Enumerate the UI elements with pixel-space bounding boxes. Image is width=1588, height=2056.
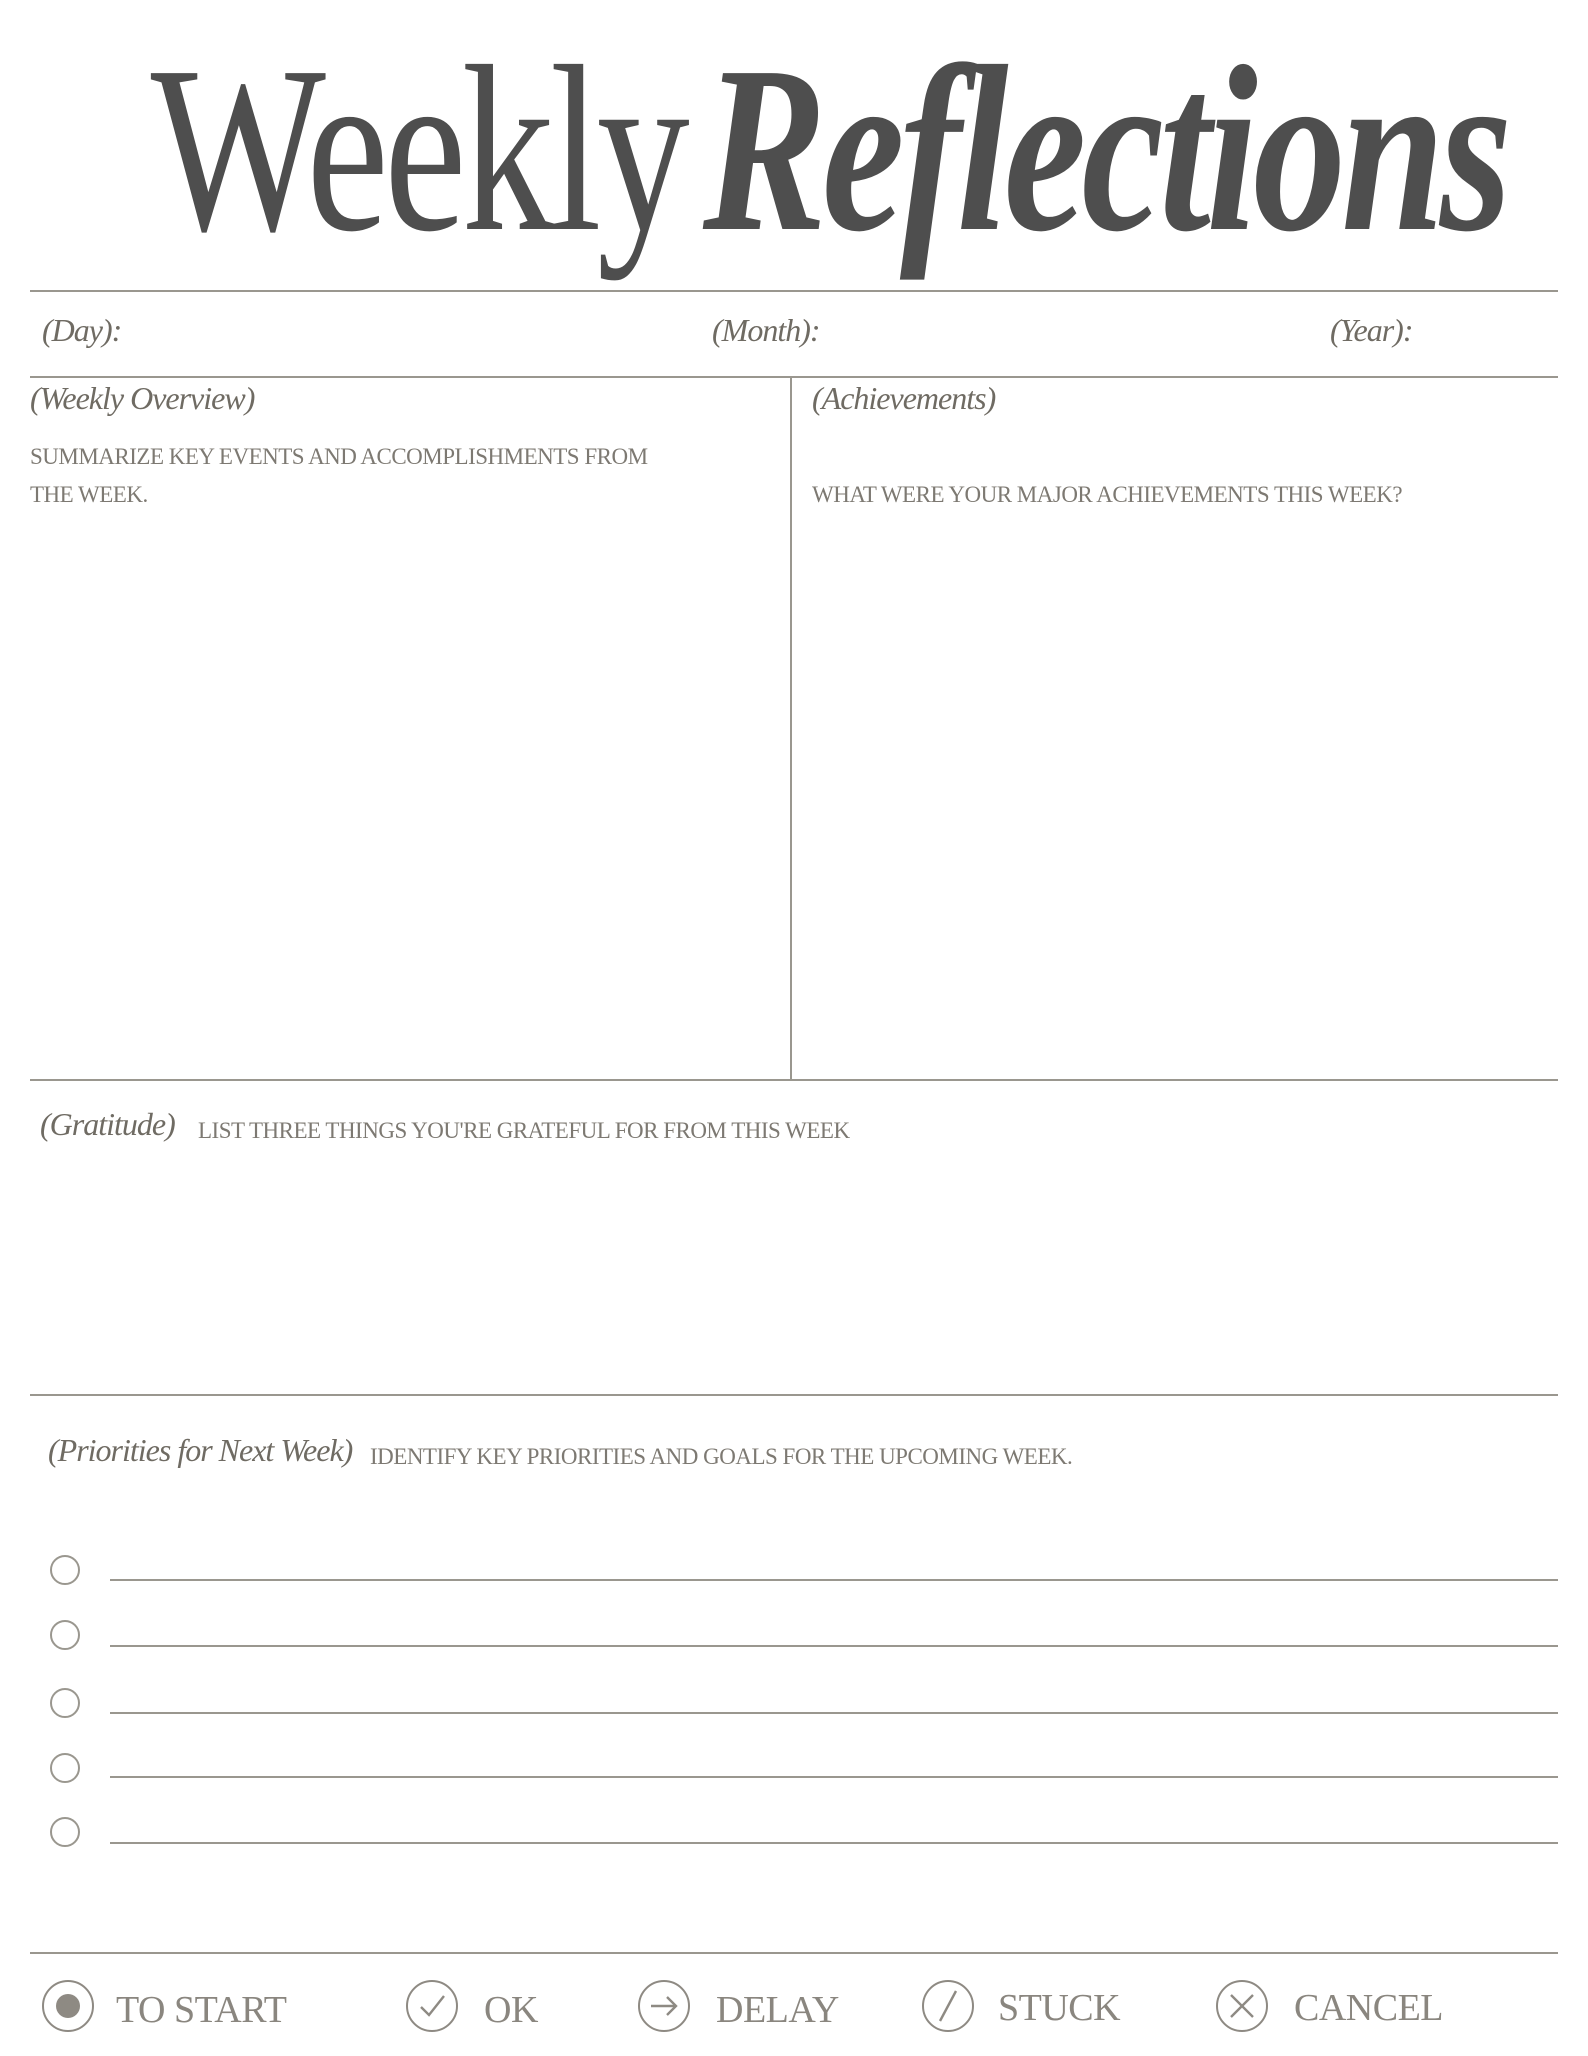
month-field[interactable] (830, 312, 1310, 352)
month-label: (Month): (712, 312, 820, 348)
divider (30, 1394, 1558, 1396)
divider (30, 376, 1558, 378)
slash-icon (922, 1980, 974, 2032)
day-label: (Day): (42, 312, 122, 348)
priorities-heading: (Priorities for Next Week) (48, 1432, 353, 1468)
gratitude-prompt: LIST THREE THINGS YOU'RE GRATEFUL FOR FROM THIS WEEK (198, 1118, 850, 1143)
x-icon (1216, 1980, 1268, 2032)
legend-to-start: TO START (116, 1989, 287, 2031)
achievements-area[interactable] (800, 520, 1558, 1070)
weekly-overview-area[interactable] (30, 520, 780, 1070)
title-reflections: Reflections (702, 18, 1508, 281)
legend-delay: DELAY (716, 1989, 839, 2031)
legend-ok: OK (484, 1989, 538, 2031)
priority-line[interactable] (110, 1712, 1558, 1714)
divider (30, 1079, 1558, 1081)
arrow-right-icon (638, 1980, 690, 2032)
checkmark-icon (406, 1980, 458, 2032)
filled-dot-icon (42, 1980, 94, 2032)
weekly-overview-prompt: SUMMARIZE KEY EVENTS AND ACCOMPLISHMENTS FROM THE WEEK. (30, 444, 648, 507)
priority-line[interactable] (110, 1842, 1558, 1844)
page-title (0, 20, 1588, 280)
priority-checkbox[interactable] (50, 1620, 80, 1650)
legend-stuck: STUCK (998, 1987, 1121, 2029)
priority-checkbox[interactable] (50, 1817, 80, 1847)
divider (30, 290, 1558, 292)
day-field[interactable] (130, 312, 690, 352)
column-divider (790, 377, 792, 1079)
weekly-overview-heading: (Weekly Overview) (30, 380, 255, 416)
year-field[interactable] (1420, 312, 1550, 352)
legend-cancel: CANCEL (1294, 1987, 1443, 2029)
title-weekly: Weekly (150, 18, 685, 281)
achievements-prompt: WHAT WERE YOUR MAJOR ACHIEVEMENTS THIS WEEK? (812, 482, 1403, 507)
priorities-prompt: IDENTIFY KEY PRIORITIES AND GOALS FOR THE UPCOMING WEEK. (370, 1444, 1073, 1469)
priority-line[interactable] (110, 1645, 1558, 1647)
gratitude-heading: (Gratitude) (40, 1106, 175, 1142)
priority-checkbox[interactable] (50, 1688, 80, 1718)
priority-line[interactable] (110, 1776, 1558, 1778)
year-label: (Year): (1330, 312, 1413, 348)
priority-checkbox[interactable] (50, 1753, 80, 1783)
divider (30, 1952, 1558, 1954)
achievements-heading: (Achievements) (812, 380, 996, 416)
gratitude-area[interactable] (30, 1160, 1558, 1390)
priority-checkbox[interactable] (50, 1555, 80, 1585)
priority-line[interactable] (110, 1579, 1558, 1581)
